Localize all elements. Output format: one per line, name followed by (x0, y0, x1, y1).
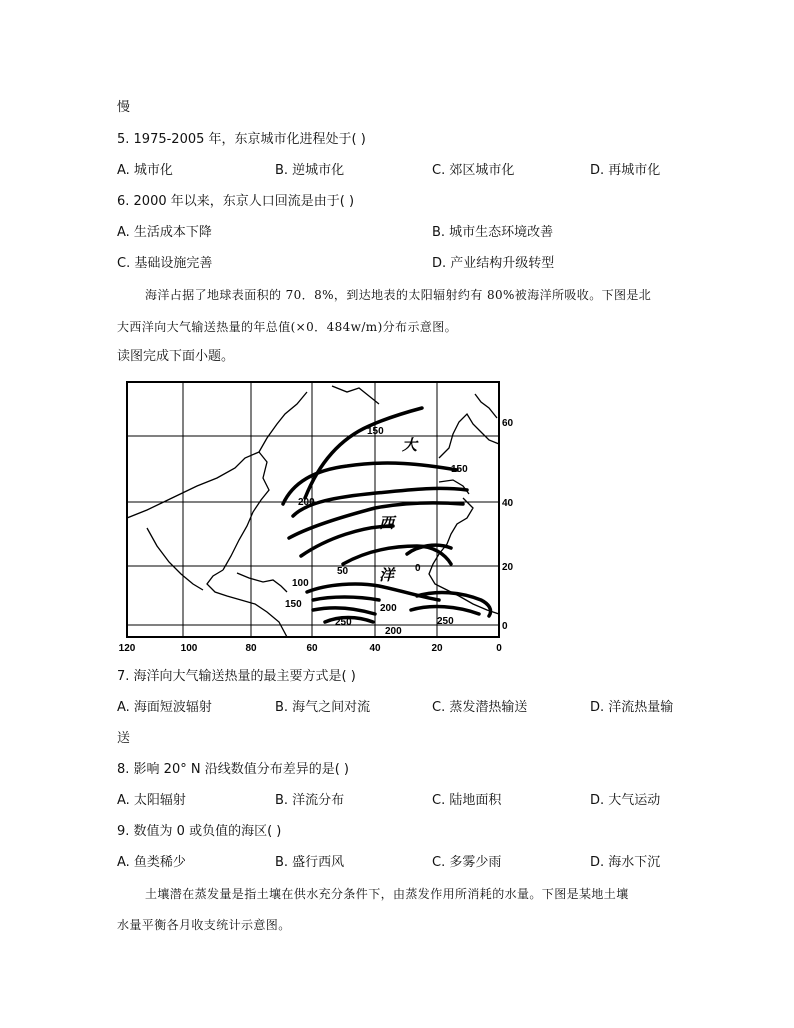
contour-label: 250 (437, 616, 454, 627)
lon-label: 0 (496, 643, 502, 654)
atlantic-heat-map (117, 378, 517, 656)
q7-option-d-wrap: 送 (117, 731, 131, 746)
passage-line-2: 大西洋向大气输送热量的年总值(×0．484w/m)分布示意图。 (117, 320, 458, 334)
lon-label: 100 (180, 643, 198, 654)
q7-option-a: A. 海面短波辐射 (117, 700, 212, 715)
question-9: 9. 数值为 0 或负值的海区( ) (117, 824, 282, 839)
ocean-label-char: 西 (379, 515, 395, 532)
q8-option-c: C. 陆地面积 (432, 793, 502, 808)
contour-label: 150 (285, 599, 302, 610)
q9-option-d: D. 海水下沉 (590, 855, 661, 870)
question-5: 5. 1975-2005 年，东京城市化进程处于( ) (117, 132, 366, 147)
q6-option-a: A. 生活成本下降 (117, 225, 212, 240)
q9-option-c: C. 多雾少雨 (432, 855, 502, 870)
instruction: 读图完成下面小题。 (117, 349, 235, 364)
lon-label: 120 (118, 643, 136, 654)
contour-label: 50 (337, 566, 349, 577)
ocean-label-char: 洋 (379, 567, 395, 584)
q7-option-c: C. 蒸发潜热输送 (432, 700, 528, 715)
lat-label: 60 (502, 418, 514, 429)
q5-option-c: C. 郊区城市化 (432, 163, 515, 178)
contour-label: 200 (298, 497, 315, 508)
lat-label: 40 (502, 498, 514, 509)
q7-option-b: B. 海气之间对流 (275, 700, 371, 715)
q7-option-d: D. 洋流热量输 (590, 700, 674, 715)
lat-label: 20 (502, 562, 514, 573)
q5-option-d: D. 再城市化 (590, 163, 661, 178)
q6-option-c: C. 基础设施完善 (117, 256, 213, 271)
ocean-label-char: 大 (402, 437, 418, 454)
q8-option-b: B. 洋流分布 (275, 793, 345, 808)
contour-label: 100 (292, 578, 309, 589)
contour-label: 0 (415, 563, 421, 574)
lon-label: 20 (431, 643, 443, 654)
lon-label: 80 (245, 643, 257, 654)
q5-option-b: B. 逆城市化 (275, 163, 345, 178)
q8-option-a: A. 太阳辐射 (117, 793, 186, 808)
text-fragment: 慢 (117, 100, 131, 115)
q8-option-d: D. 大气运动 (590, 793, 661, 808)
lon-label: 60 (306, 643, 318, 654)
contour-label: 150 (367, 426, 384, 437)
q5-option-a: A. 城市化 (117, 163, 173, 178)
contour-label: 200 (380, 603, 397, 614)
q9-option-b: B. 盛行西风 (275, 855, 345, 870)
contour-label: 200 (385, 626, 402, 637)
passage-line-1: 海洋占据了地球表面积的 70．8%，到达地表的太阳辐射约有 80%被海洋所吸收。下图是北 (145, 288, 652, 302)
question-8: 8. 影响 20° N 沿线数值分布差异的是( ) (117, 762, 349, 777)
q6-option-b: B. 城市生态环境改善 (432, 225, 554, 240)
q9-option-a: A. 鱼类稀少 (117, 855, 186, 870)
lat-label: 0 (502, 621, 508, 632)
lon-label: 40 (369, 643, 381, 654)
question-7: 7. 海洋向大气输送热量的最主要方式是( ) (117, 669, 356, 684)
q6-option-d: D. 产业结构升级转型 (432, 256, 555, 271)
passage-line-3: 土壤潜在蒸发量是指土壤在供水充分条件下，由蒸发作用所消耗的水量。下图是某地土壤 (145, 887, 629, 901)
question-6: 6. 2000 年以来，东京人口回流是由于( ) (117, 194, 355, 209)
contour-label: 150 (451, 464, 468, 475)
passage-line-4: 水量平衡各月收支统计示意图。 (117, 918, 291, 932)
contour-label: 250 (335, 617, 352, 628)
